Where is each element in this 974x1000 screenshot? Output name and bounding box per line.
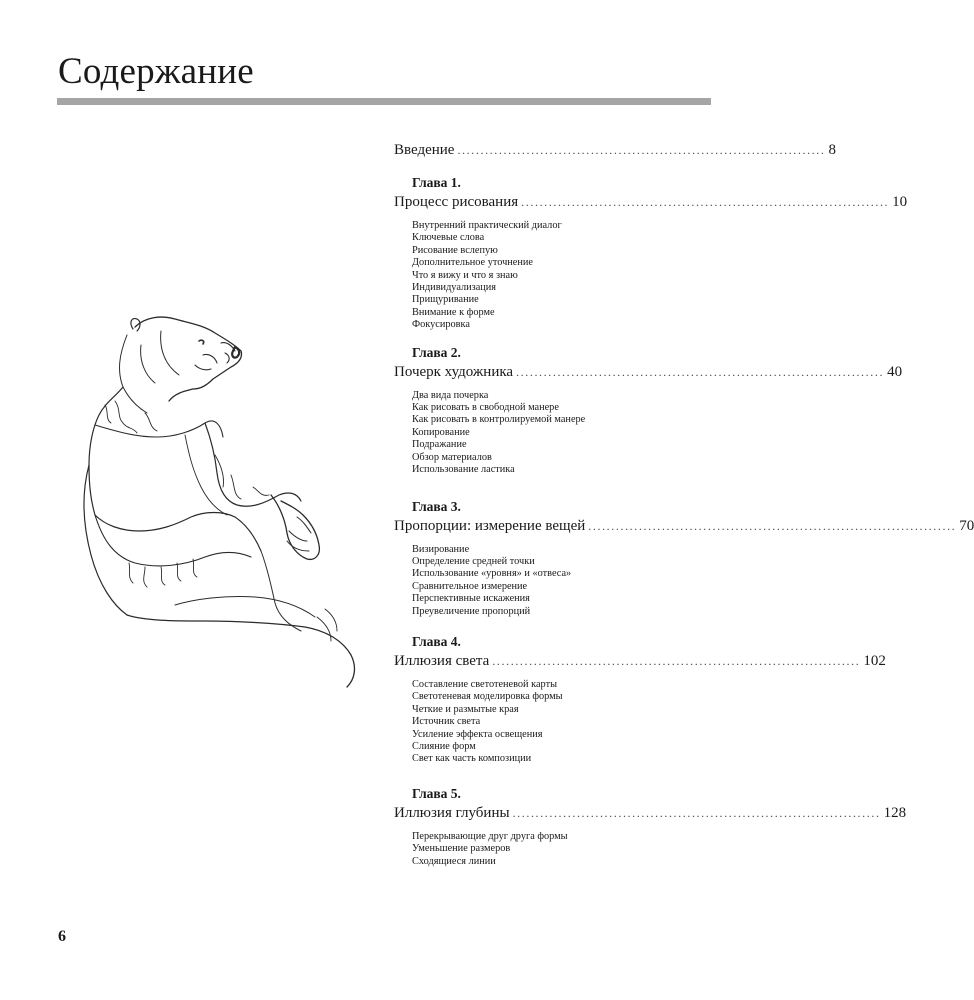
topic-item: Ключевые слова: [412, 232, 485, 244]
bear-paw: [271, 495, 319, 559]
dot-leader: ................................................................................: [521, 195, 890, 209]
topic-item: Внутренний практический диалог: [412, 220, 562, 231]
topic-item: Усиление эффекта освещения: [412, 728, 543, 740]
bear-face-contour: [120, 331, 179, 413]
chapter-label: Глава 5.: [412, 785, 461, 801]
dot-leader: ................................................................................: [512, 805, 881, 820]
bear-belly: [95, 515, 251, 566]
topic-item: Уменьшение размеров: [412, 843, 511, 855]
topic-item: Свет как часть композиции: [412, 753, 532, 765]
toc-entry-chapter[interactable]: [394, 192, 908, 212]
topic-item: Два вида почерка: [412, 389, 489, 401]
bear-neck-fur: [105, 401, 157, 433]
bear-tail-fur: [317, 609, 337, 641]
bear-upper-arm: [205, 423, 301, 506]
entry-title: Введение: [394, 142, 455, 158]
table-of-contents: [394, 140, 974, 868]
chapter-label: Глава 2.: [412, 344, 461, 360]
dot-leader: ................................................................................: [516, 364, 885, 379]
entry-page: 128: [883, 804, 907, 821]
toc-entry-chapter[interactable]: [394, 362, 903, 382]
toc-entry-chapter[interactable]: [394, 651, 886, 671]
bear-body-front: [95, 513, 261, 552]
chapter-block: [394, 785, 907, 868]
topic-item: Источник света: [412, 716, 481, 728]
topic-item: Что я вижу и что я знаю: [412, 269, 518, 281]
topic-item: Как рисовать в свободной манере: [412, 402, 559, 414]
topic-item: Визирование: [412, 543, 470, 555]
topic-item: Слияние форм: [412, 740, 476, 752]
chapter-block: [394, 498, 974, 618]
topic-item: Перспективные искажения: [412, 593, 530, 605]
bear-nose: [232, 347, 239, 358]
topic-item: Прищуривание: [412, 294, 479, 306]
topic-item: Дополнительное уточнение: [412, 257, 533, 269]
polar-bear-sketch: [75, 305, 365, 705]
topic-item: Обзор материалов: [412, 451, 492, 463]
bear-claws: [287, 517, 311, 551]
bear-arm-fur: [185, 435, 269, 515]
topic-list: [412, 679, 711, 766]
dot-leader: ................................................................................: [588, 518, 957, 533]
chapter-block: [394, 344, 903, 477]
entry-page: 8: [828, 142, 836, 158]
entry-title: Процесс рисования: [394, 194, 519, 210]
topic-item: Использование ластика: [412, 464, 515, 476]
chapter-label: Глава 1.: [412, 175, 461, 190]
page-number: 6: [58, 928, 66, 945]
page-title: Содержание: [58, 51, 254, 92]
topic-item: Светотеневая моделировка формы: [412, 691, 563, 703]
title-rule: [57, 98, 711, 105]
topic-list: [412, 390, 711, 477]
topic-item: Индивидуализация: [412, 282, 497, 294]
bear-chest-line: [95, 421, 223, 437]
topic-item: Определение средней точки: [412, 555, 535, 567]
bear-muzzle-lines: [195, 343, 235, 370]
topic-item: Сходящиеся линии: [412, 855, 496, 867]
topic-item: Преувеличение пропорций: [412, 605, 531, 617]
topic-item: Подражание: [412, 439, 467, 451]
toc-entry-chapter[interactable]: [394, 803, 907, 823]
topic-item: Рисование вслепую: [412, 244, 498, 256]
bear-hind-leg: [127, 615, 354, 687]
entry-title: Иллюзия света: [394, 652, 490, 669]
topic-item: Составление светотеневой карты: [412, 678, 557, 690]
topic-item: Использование «уровня» и «отвеса»: [412, 568, 572, 580]
topic-list: [412, 220, 711, 332]
entry-page: 40: [887, 363, 903, 380]
topic-item: Перекрывающие друг друга формы: [412, 830, 568, 842]
entry-title: Пропорции: измерение вещей: [394, 517, 586, 534]
chapter-label: Глава 4.: [412, 633, 461, 649]
dot-leader: ................................................................................: [492, 653, 861, 668]
topic-list: [412, 831, 711, 868]
bear-ear: [131, 319, 140, 331]
toc-entry-introduction[interactable]: [394, 140, 836, 160]
entry-page: 70: [959, 517, 974, 534]
topic-list: [412, 544, 711, 618]
chapter-block: [394, 633, 886, 766]
chapter-label: Глава 3.: [412, 498, 461, 514]
toc-entry-chapter[interactable]: [394, 516, 974, 536]
chapter-block: [394, 174, 908, 332]
topic-item: Внимание к форме: [412, 306, 495, 318]
entry-title: Почерк художника: [394, 363, 514, 380]
entry-page: 102: [863, 652, 886, 669]
bear-head-outline: [135, 317, 242, 401]
entry-title: Иллюзия глубины: [394, 804, 510, 821]
bear-hind-contour: [175, 551, 315, 631]
topic-item: Как рисовать в контролируемой манере: [412, 414, 586, 426]
topic-item: Сравнительное измерение: [412, 580, 528, 592]
topic-item: Копирование: [412, 426, 470, 438]
bear-eye: [199, 340, 204, 344]
topic-item: Фокусировка: [412, 319, 470, 331]
topic-item: Четкие и размытые края: [412, 703, 519, 715]
dot-leader: ................................................................................: [457, 143, 826, 157]
entry-page: 10: [892, 194, 908, 210]
